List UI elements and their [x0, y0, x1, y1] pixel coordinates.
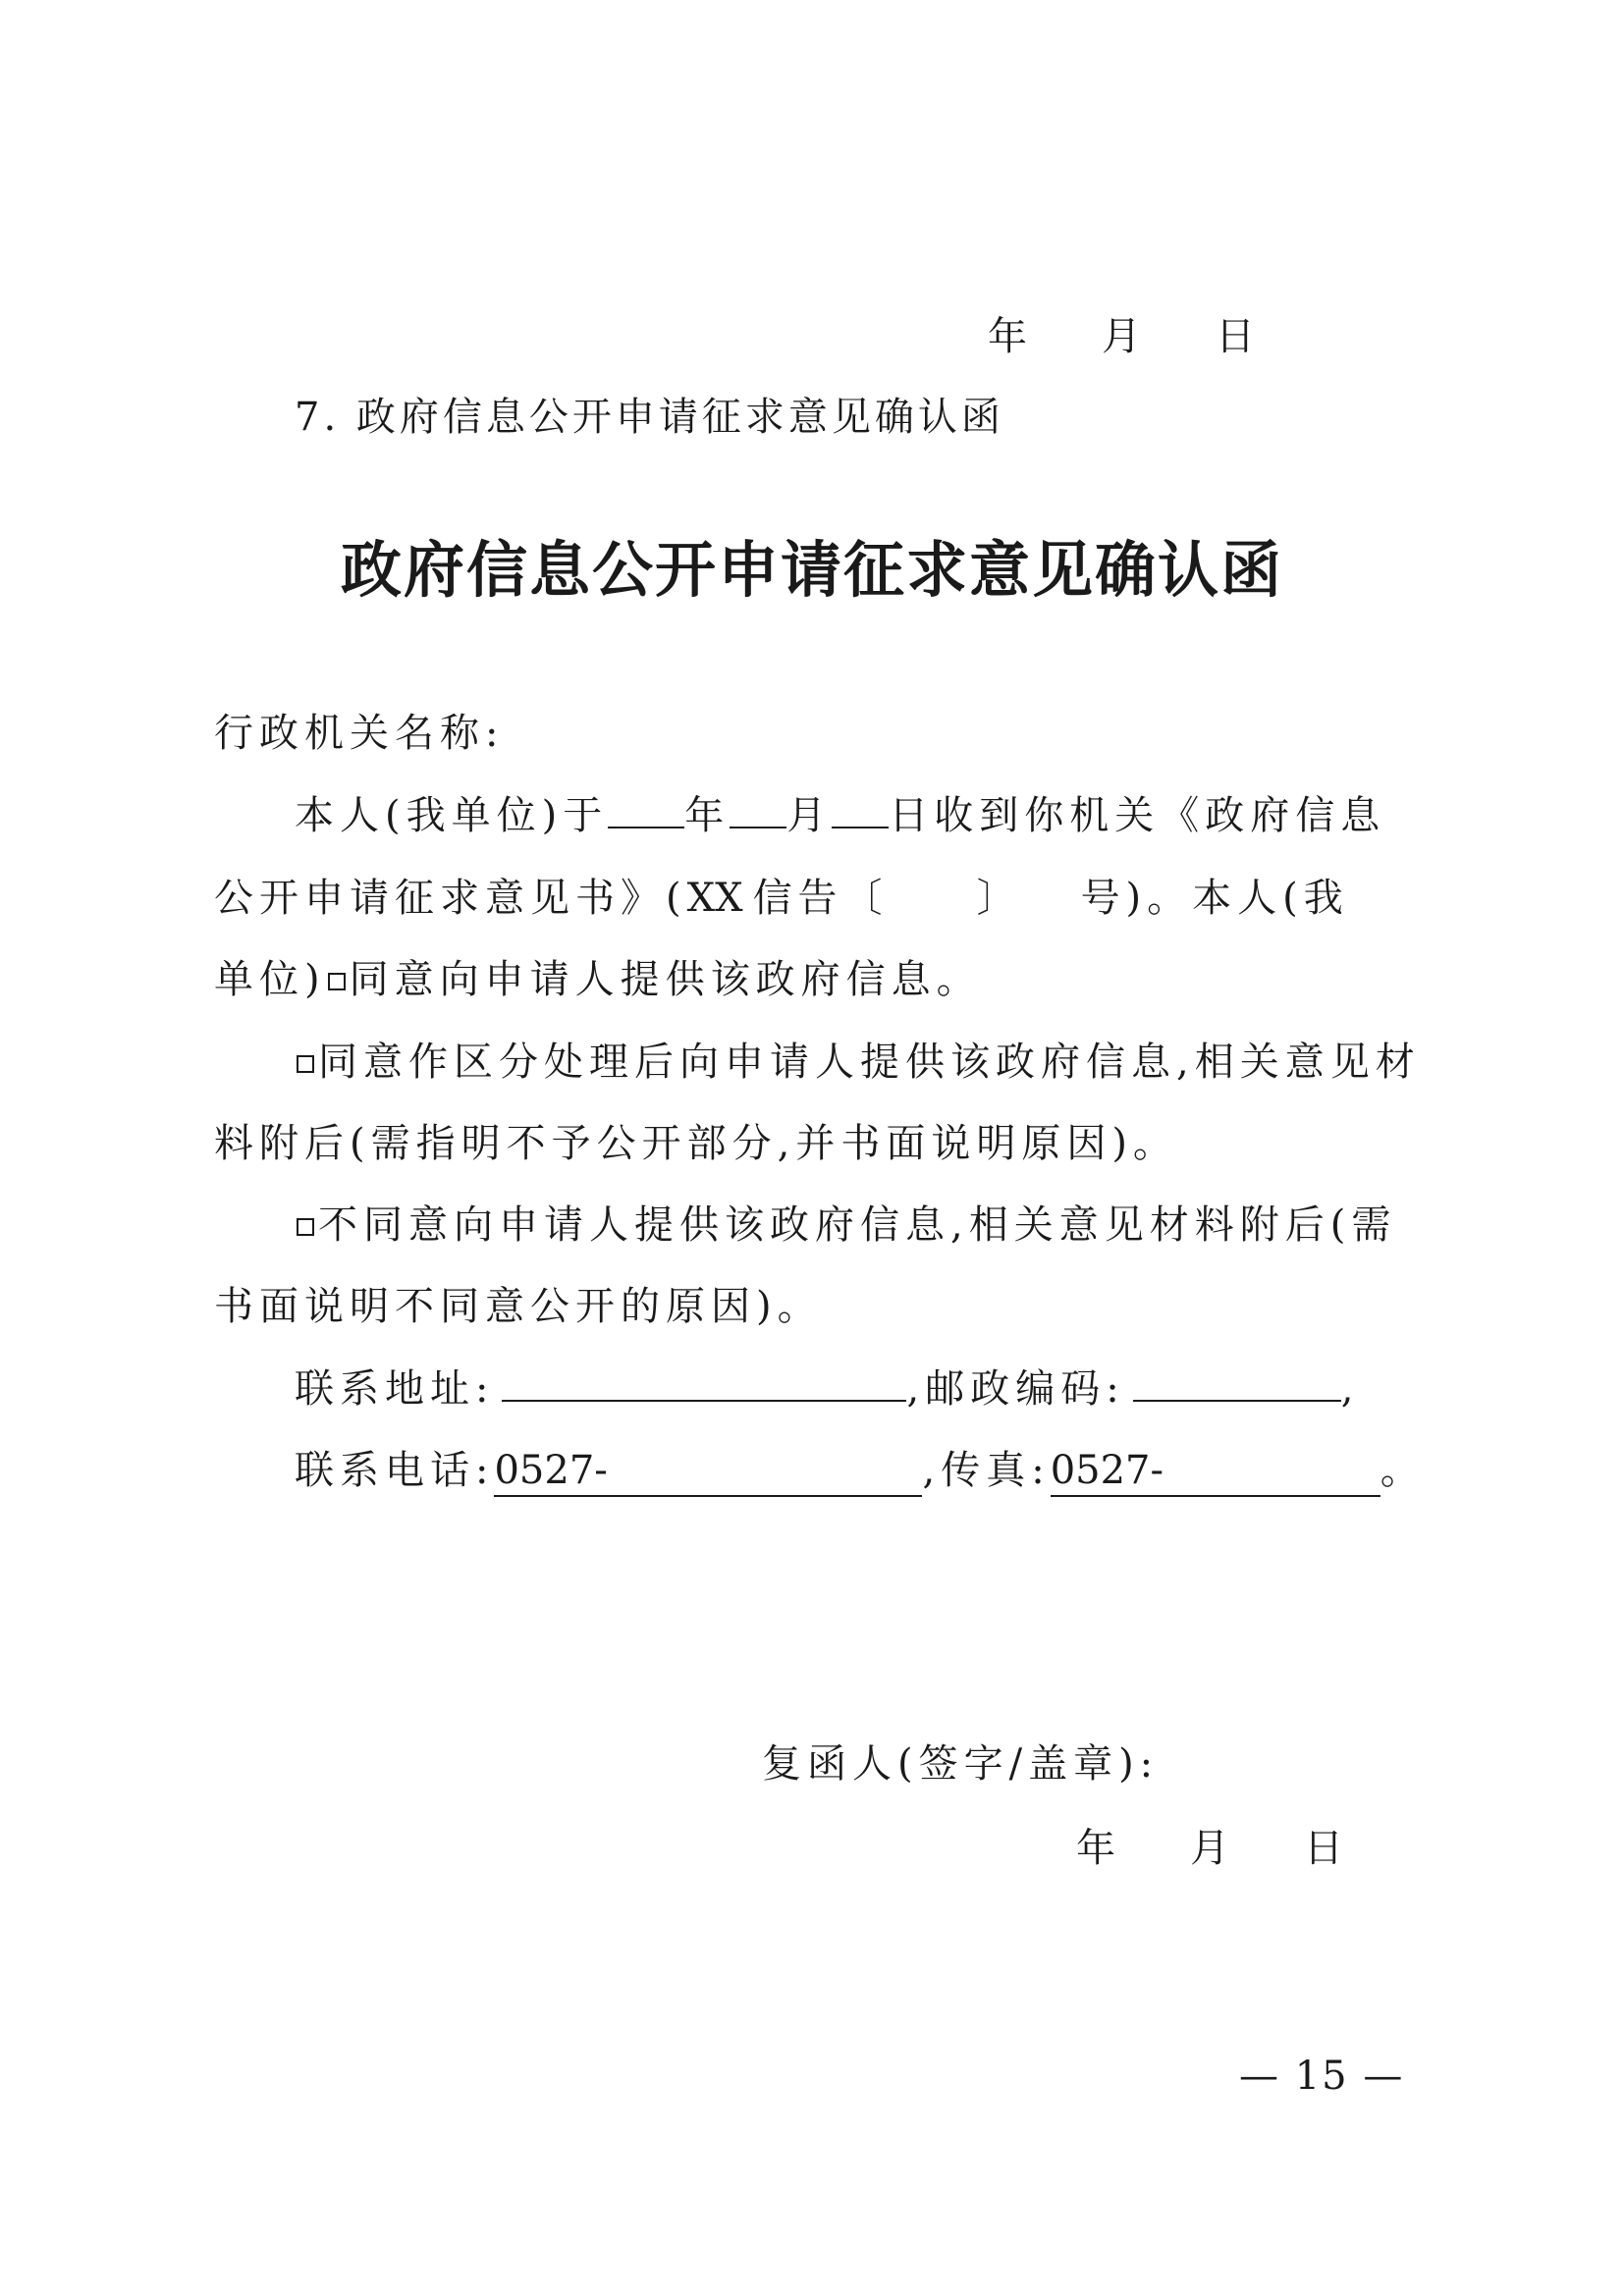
partial-agree-text: 同意作区分处理后向申请人提供该政府信息,相关意见材 [318, 1040, 1421, 1085]
phone-prefix: 0527- [494, 1448, 608, 1493]
para1-xx: XX [686, 876, 743, 921]
partial-agree-checkbox[interactable] [297, 1055, 314, 1073]
signature-month: 月 [1190, 1826, 1235, 1871]
option3-line1 [295, 1201, 1396, 1250]
para1-text-c: 公开申请征求意见书》( [214, 876, 687, 921]
address-blank[interactable] [502, 1364, 906, 1402]
option2-line2: 料附后(需指明不予公开部分,并书面说明原因)。 [214, 1121, 1178, 1166]
para1-bracket-close: 〕 [976, 876, 1022, 921]
postcode-label: ,邮政编码: [906, 1366, 1125, 1412]
para1-line1 [295, 791, 1385, 840]
top-date-day: 日 [1216, 314, 1261, 359]
month-blank[interactable] [730, 791, 786, 828]
para1-text-d: 信告〔 [752, 876, 889, 921]
disagree-checkbox[interactable] [297, 1218, 314, 1236]
para1-line2 [214, 874, 1349, 923]
para1-year: 年 [684, 793, 731, 838]
document-title: 政府信息公开申请征求意见确认函 [340, 534, 1283, 606]
address-label: 联系地址: [295, 1366, 495, 1412]
page-number: — 15 — [1239, 2054, 1405, 2099]
option2-line1 [295, 1038, 1421, 1087]
year-blank[interactable] [608, 791, 684, 828]
contact-address-line [295, 1364, 1359, 1414]
agree-option-text: 同意向申请人提供该政府信息。 [349, 957, 982, 1002]
signature-date [1076, 1824, 1349, 1873]
option3-line2: 书面说明不同意公开的原因)。 [214, 1284, 823, 1329]
para1-line3 [214, 955, 982, 1004]
phone-label: 联系电话: [295, 1448, 495, 1493]
signature-label: 复函人(签字/盖章): [762, 1741, 1160, 1787]
fax-label: ,传真: [922, 1448, 1051, 1493]
top-date [988, 312, 1261, 361]
phone-blank[interactable] [494, 1446, 922, 1497]
para1-text-a: 本人(我单位)于 [295, 793, 609, 838]
disagree-text: 不同意向申请人提供该政府信息,相关意见材料附后(需 [318, 1202, 1397, 1248]
signature-day: 日 [1304, 1826, 1349, 1871]
signature-year: 年 [1076, 1826, 1121, 1871]
address-end-comma: , [1340, 1366, 1360, 1412]
para1-text-b: 日收到你机关《政府信息 [889, 793, 1386, 838]
section-heading: 7. 政府信息公开申请征求意见确认函 [295, 395, 1004, 440]
para1-text-f: 单位) [214, 957, 326, 1002]
top-date-year: 年 [988, 314, 1033, 359]
day-blank[interactable] [832, 791, 889, 828]
postcode-blank[interactable] [1133, 1364, 1341, 1402]
contact-phone-line [295, 1446, 1426, 1497]
top-date-month: 月 [1102, 314, 1147, 359]
fax-prefix: 0527- [1050, 1448, 1164, 1493]
para1-month: 月 [786, 793, 833, 838]
para1-text-e: 号)。本人(我 [1080, 876, 1349, 921]
fax-blank[interactable] [1051, 1446, 1380, 1497]
contact-end-period: 。 [1380, 1448, 1426, 1493]
agency-name-label: 行政机关名称: [214, 711, 505, 756]
agree-checkbox[interactable] [328, 973, 346, 990]
